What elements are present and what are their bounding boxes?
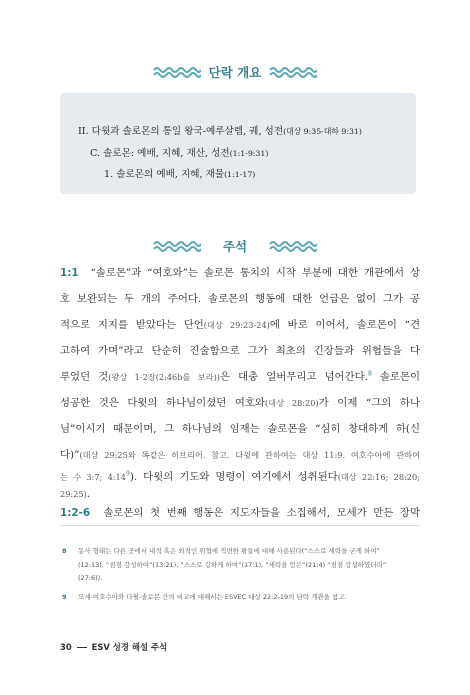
commentary-text: 호 보완되는 두 개의 주어다. 솔로몬의 행동에 대한 언급은 없이 그가 공 (60, 293, 420, 305)
outline-level3-ref: (1:1-17) (224, 170, 256, 179)
footnote-text: 동사 형태는 다른 곳에서 내적 혹은 외적인 위협에 직면한 왕들에 대해 사용된다(“스스로 세력을 굳게 하여” (78, 547, 380, 555)
footnote-8 (62, 546, 380, 555)
outline-level3-text: 1. 솔로몬의 예배, 지혜, 재물 (104, 169, 225, 180)
commentary-line (60, 368, 420, 383)
commentary-title: 주석 (222, 239, 248, 254)
commentary-text: 루었던 것 (60, 371, 109, 383)
commentary-line (60, 342, 420, 357)
book-title: ESV 성경 해설 주석 (91, 642, 168, 652)
outline-level2-text: C. 솔로몬: 예배, 지혜, 재산, 성전 (90, 148, 230, 159)
outline-level3 (104, 166, 255, 180)
commentary-text: 은 대충 얼버무리고 넘어간다. (220, 371, 368, 383)
scripture-ref: (대상 28:20) (264, 398, 319, 408)
commentary-line (60, 488, 420, 500)
commentary-line (60, 468, 420, 483)
commentary-line (60, 504, 420, 519)
scripture-ref: (대상 29:23-24) (203, 320, 270, 330)
footnote-text: (12:13), “점점 강성하여”(13:21), “스스로 강하게 하여”(17:1), “세력을 얻은”(21:4) “점점 강성하였더라” (78, 561, 387, 569)
commentary-text: ). 다윗의 기도와 명령이 여기에서 성취된다 (129, 471, 338, 483)
section-header-commentary (0, 236, 470, 256)
page-footer (60, 641, 167, 653)
commentary-line (60, 290, 420, 305)
commentary-text: 성공한 것은 다윗의 하나님이셨던 여호와 (60, 397, 265, 409)
wave-ornament-left-icon (153, 239, 201, 253)
footnote-8-cont (62, 574, 102, 582)
scripture-ref: 는 수 3:7; 4:14 (60, 472, 126, 482)
footnote-marker[interactable]: 9 (125, 470, 130, 478)
scripture-ref: (왕상 1-2장(2:46b를 보라)) (108, 372, 220, 382)
commentary-line (60, 394, 420, 409)
commentary-text: 솔로몬이 (371, 371, 420, 383)
commentary-text: 에 바로 이어서, 솔로몬이 “견 (269, 319, 420, 331)
footnote-text: (27:6)). (78, 574, 103, 582)
commentary-text: 적으로 지지를 받았다는 단언 (60, 319, 204, 331)
outline-level2 (90, 145, 268, 159)
wave-ornament-right-icon (269, 65, 317, 79)
wave-ornament-right-icon (269, 239, 317, 253)
page-number: 30 (60, 642, 72, 652)
outline-level1-text: II. 다윗과 솔로몬의 통일 왕국-예루살렘, 궤, 성전 (78, 126, 284, 137)
outline-level1-ref: (대상 9:35-대하 9:31) (283, 127, 362, 136)
commentary-line (60, 264, 420, 279)
section-header-overview (0, 62, 470, 82)
commentary-text: “솔로몬”과 “여호와”는 솔로몬 통치의 시작 부분에 대한 개관에서 상 (90, 267, 421, 279)
commentary-text: 솔로몬의 첫 번째 행동은 지도자들을 소집해서, 모세가 만든 장막 (103, 507, 420, 519)
footer-divider (77, 647, 87, 648)
verse-label: 1:2-6 (60, 507, 91, 519)
outline-level2-ref: (1:1-9:31) (229, 149, 269, 158)
commentary-line (60, 446, 420, 461)
commentary-text: 다)” (60, 449, 80, 461)
commentary-text: 고하여 가며”라고 단순히 진술함으로 그가 최초의 긴장들과 위협들을 다 (60, 345, 420, 357)
footnote-marker[interactable]: 8 (367, 370, 372, 378)
footnote-number: 8 (62, 547, 67, 555)
commentary-text: 님”이시기 때문이며, 그 하나님의 임재는 솔로몬을 “심히 창대하게 하(신 (60, 423, 420, 435)
footnote-number: 9 (62, 593, 67, 601)
overview-title: 단락 개요 (208, 65, 262, 80)
verse-label: 1:1 (60, 267, 79, 279)
outline-box (60, 93, 416, 194)
commentary-line (60, 420, 420, 435)
footnote-divider (60, 525, 420, 526)
wave-ornament-left-icon (153, 65, 201, 79)
scripture-ref: (대상 22:16; 28:20; (337, 472, 420, 482)
outline-level1 (78, 123, 362, 137)
scripture-ref: 29:25) (60, 489, 87, 499)
commentary-text: . (86, 488, 91, 500)
footnote-text: 모세-여호수아와 다윗-솔로몬 간의 비교에 대해서는 ESVEC 대상 22:2-19의 단락 개관을 참고. (78, 593, 347, 601)
footnote-8-cont (62, 560, 386, 569)
commentary-line (60, 316, 420, 331)
scripture-ref: (대상 29:25와 똑같은 히브리어. 참고. 다윗에 관하여는 대상 11:9. 여호수아에 관하여 (79, 450, 420, 460)
footnote-9 (62, 592, 347, 601)
commentary-text: 가 이제 “그의 하나 (318, 397, 420, 409)
